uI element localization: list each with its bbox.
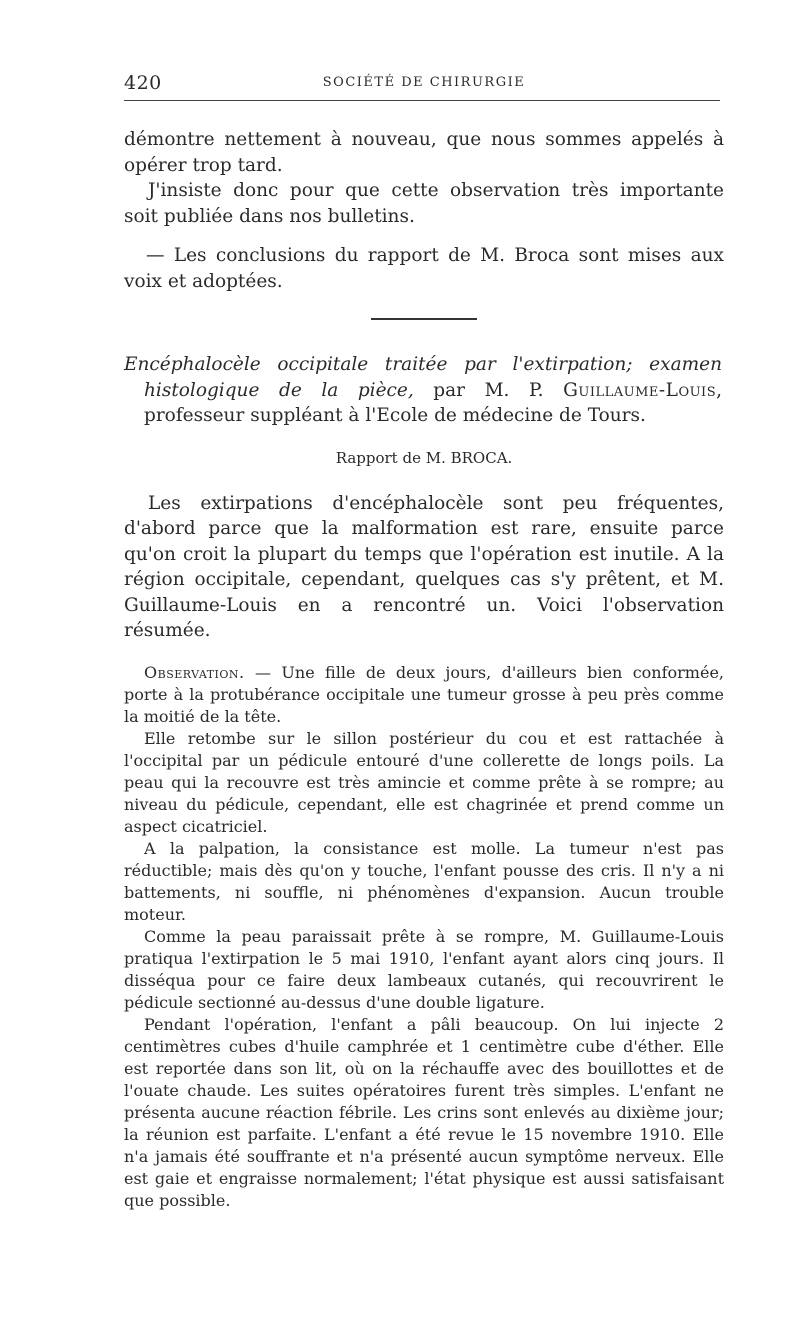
article-title-by: par M. P.: [413, 379, 564, 401]
paragraph-continuation: démontre nettement à nouveau, que nous sommes appelés à opérer trop tard.: [124, 129, 724, 176]
observation-paragraph-1: [124, 662, 724, 728]
section-separator: [371, 318, 477, 320]
article-title-rest: , professeur suppléant à l'Ecole de médecine de Tours.: [144, 379, 722, 426]
observation-label: Observation.: [144, 662, 245, 682]
observation-paragraph-2: Elle retombe sur le sillon postérieur du cou et est rattachée à l'occipital par un pédicule entouré d'une collerette de longs poils. La peau qui la recouvre est très amincie et comme prête à se rompre; au niveau du pédicule, cependant, elle est chagrinée et prend comme un aspect cicatriciel.: [124, 728, 724, 836]
rapport-heading: Rapport de M. BROCA.: [335, 448, 513, 467]
running-title: SOCIÉTÉ DE CHIRURGIE: [322, 75, 526, 90]
page: [124, 68, 724, 1212]
observation-paragraph-3: A la palpation, la consistance est molle. La tumeur n'est pas réductible; mais dès qu'on y touche, l'enfant pousse des cris. Il n'y a ni battements, ni souffle, ni phénomènes d'expansion. Aucun trouble moteur.: [124, 838, 724, 924]
paragraph-insistence: J'insiste donc pour que cette observation très importante soit publiée dans nos bulletins.: [124, 180, 724, 227]
article-title-italic: Encéphalocèle occipitale traitée par l'extirpation; examen histologique de la pièce,: [124, 354, 722, 401]
observation-paragraph-5: Pendant l'opération, l'enfant a pâli beaucoup. On lui injecte 2 centimètres cubes d'huile camphrée et 1 centimètre cube d'éther. Elle est reportée dans son lit, où on la réchauffe avec des bouillottes et de l'ouate chaude. Les suites opératoires furent très simples. L'enfant ne présenta aucune réaction fébrile. Les crins sont enlevés au dixième jour; la réunion est parfaite. L'enfant a été revue le 15 novembre 1910. Elle n'a jamais été souffrante et n'a présenté aucun symptôme nerveux. Elle est gaie et engraisse normalement; l'état physique est aussi satisfaisant que possible.: [124, 1014, 724, 1210]
paragraph-intro: Les extirpations d'encéphalocèle sont peu fréquentes, d'abord parce que la malformation est rare, ensuite parce qu'on croit la plupart du temps que l'opération est inutile. A la région occipitale, cependant, quelques cas s'y prêtent, et M. Guillaume-Louis en a rencontré un. Voici l'observation résumée.: [124, 492, 724, 641]
observation-section: [124, 662, 724, 1212]
running-head: [124, 68, 724, 98]
page-number: 420: [124, 72, 162, 94]
observation-paragraph-4: Comme la peau paraissait prête à se rompre, M. Guillaume-Louis pratiqua l'extirpation le 5 mai 1910, l'enfant ayant alors cinq jours. Il disséqua pour ce faire deux lambeaux cutanés, qui recouvrirent le pédicule sectionné au-dessus d'une double ligature.: [124, 926, 724, 1012]
article-author: Guillaume-Louis: [563, 379, 717, 401]
header-rule: [124, 100, 720, 101]
paragraph-conclusions: — Les conclusions du rapport de M. Broca sont mises aux voix et adoptées.: [124, 245, 724, 292]
observation-text-1: — Une fille de deux jours, d'ailleurs bien conformée, porte à la protubérance occipitale une tumeur grosse à peu près comme la moitié de la tête.: [124, 662, 724, 726]
article-title: [124, 352, 724, 429]
